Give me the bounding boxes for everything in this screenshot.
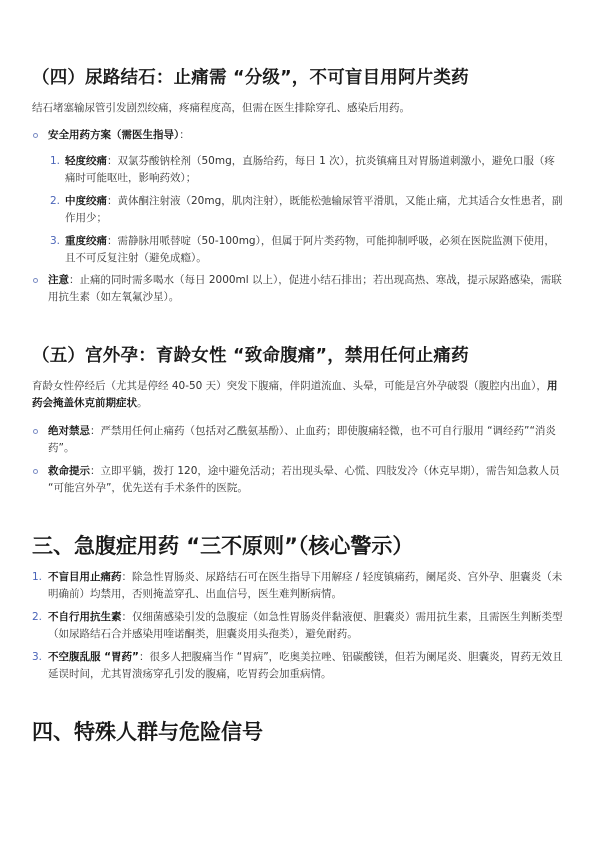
warning-text: ：严禁用任何止痛药（包括对乙酰氨基酚）、止血药；即使腹痛轻微，也不可自行服用 “调经药”“消炎药”。	[48, 425, 556, 454]
section-4-intro: 结石堵塞输尿管引发剧烈绞痛，疼痛程度高，但需在医生排除穿孔、感染后用药。	[32, 102, 410, 114]
plan-item-1-label: 轻度绞痛	[65, 155, 107, 167]
bullet-circle-icon	[33, 469, 38, 474]
principle-item-1-label: 不盲目用止痛药	[48, 571, 122, 583]
section-5-intro-bold: 用药会掩盖休克前期症状	[32, 380, 558, 409]
plan-item-2-label: 中度绞痛	[65, 195, 107, 207]
bullet-circle-icon	[33, 278, 38, 283]
principle-item-1-num: 1.	[32, 571, 43, 583]
note-label: 注意	[48, 274, 69, 286]
plan-item-2-num: 2.	[50, 195, 61, 207]
part-3-list	[32, 569, 565, 683]
principle-item-2-text: ：仅细菌感染引发的急腹症（如急性胃肠炎伴黏液便、胆囊炎）需用抗生素，且需医生判断类型（如尿路结石合并感染用喹诺酮类，胆囊炎用头孢类），避免耐药。	[48, 611, 563, 640]
principle-item-1-text: ：除急性胃肠炎、尿路结石可在医生指导下用解痉 / 轻度镇痛药，阑尾炎、宫外孕、胆囊炎（未明确前）均禁用，否则掩盖穿孔、出血信号，医生难判断病情。	[48, 571, 563, 600]
part-3-heading: 三、急腹症用药 “三不原则”（核心警示）	[32, 534, 414, 558]
plan-item-2	[32, 193, 565, 227]
principle-item-3-text: ：很多人把腹痛当作 “胃病”，吃奥美拉唑、铝碳酸镁，但若为阑尾炎、胆囊炎，胃药无效且延误时间，尤其胃溃疡穿孔引发的腹痛，吃胃药会加重病情。	[48, 651, 563, 680]
note-text: ：止痛的同时需多喝水（每日 2000ml 以上），促进小结石排出；若出现高热、寒战，提示尿路感染，需联用抗生素（如左氧氟沙星）。	[48, 274, 562, 303]
plan-label: 安全用药方案（需医生指导）	[48, 129, 180, 141]
part-4-heading: 四、特殊人群与危险信号	[32, 720, 263, 744]
section-4-heading: （四）尿路结石：止痛需 “分级”，不可盲目用阿片类药	[32, 68, 469, 88]
plan-item-2-text: ：黄体酮注射液（20mg，肌肉注射），既能松弛输尿管平滑肌，又能止痛，尤其适合女性患者，副作用少；	[65, 195, 563, 224]
rescue-bullet	[32, 463, 565, 497]
plan-colon: ：	[179, 129, 190, 141]
plan-item-3-label: 重度绞痛	[65, 235, 107, 247]
plan-item-3	[32, 233, 565, 267]
principle-item-3-num: 3.	[32, 651, 43, 663]
section-5-intro-text: 育龄女性停经后（尤其是停经 40-50 天）突发下腹痛，伴阴道流血、头晕，可能是宫外孕破裂（腹腔内出血），	[32, 380, 547, 392]
rescue-label: 救命提示	[48, 465, 90, 477]
principle-item-2-label: 不自行用抗生素	[48, 611, 122, 623]
plan-item-1-text: ：双氯芬酸钠栓剂（50mg，直肠给药，每日 1 次），抗炎镇痛且对胃肠道刺激小，避免口服（疼痛时可能呕吐，影响药效）；	[65, 155, 555, 184]
plan-item-1	[32, 153, 565, 187]
warning-bullet	[32, 423, 565, 457]
rescue-text: ：立即平躺，拨打 120，途中避免活动；若出现头晕、心慌、四肢发冷（休克早期），需告知急救人员 “可能宫外孕”，优先送有手术条件的医院。	[48, 465, 560, 494]
warning-label: 绝对禁忌	[48, 425, 90, 437]
principle-item-3-label: 不空腹乱服 “胃药”	[48, 651, 139, 663]
principle-item-1	[32, 569, 565, 603]
section-5-intro-end: 。	[137, 397, 148, 409]
section-4-plan	[32, 127, 565, 306]
section-5-heading: （五）宫外孕：育龄女性 “致命腹痛”，禁用任何止痛药	[32, 346, 469, 366]
section-5-intro	[32, 378, 565, 412]
principle-item-2-num: 2.	[32, 611, 43, 623]
bullet-circle-icon	[33, 133, 38, 138]
bullet-circle-icon	[33, 429, 38, 434]
principle-item-2	[32, 609, 565, 643]
section-5-bullets	[32, 423, 565, 497]
plan-bullet	[32, 127, 565, 144]
principle-item-3	[32, 649, 565, 683]
plan-item-1-num: 1.	[50, 155, 61, 167]
note-bullet	[32, 272, 565, 306]
plan-item-3-num: 3.	[50, 235, 61, 247]
plan-item-3-text: ：需静脉用哌替啶（50-100mg），但属于阿片类药物，可能抑制呼吸，必须在医院监测下使用，且不可反复注射（避免成瘾）。	[65, 235, 555, 264]
